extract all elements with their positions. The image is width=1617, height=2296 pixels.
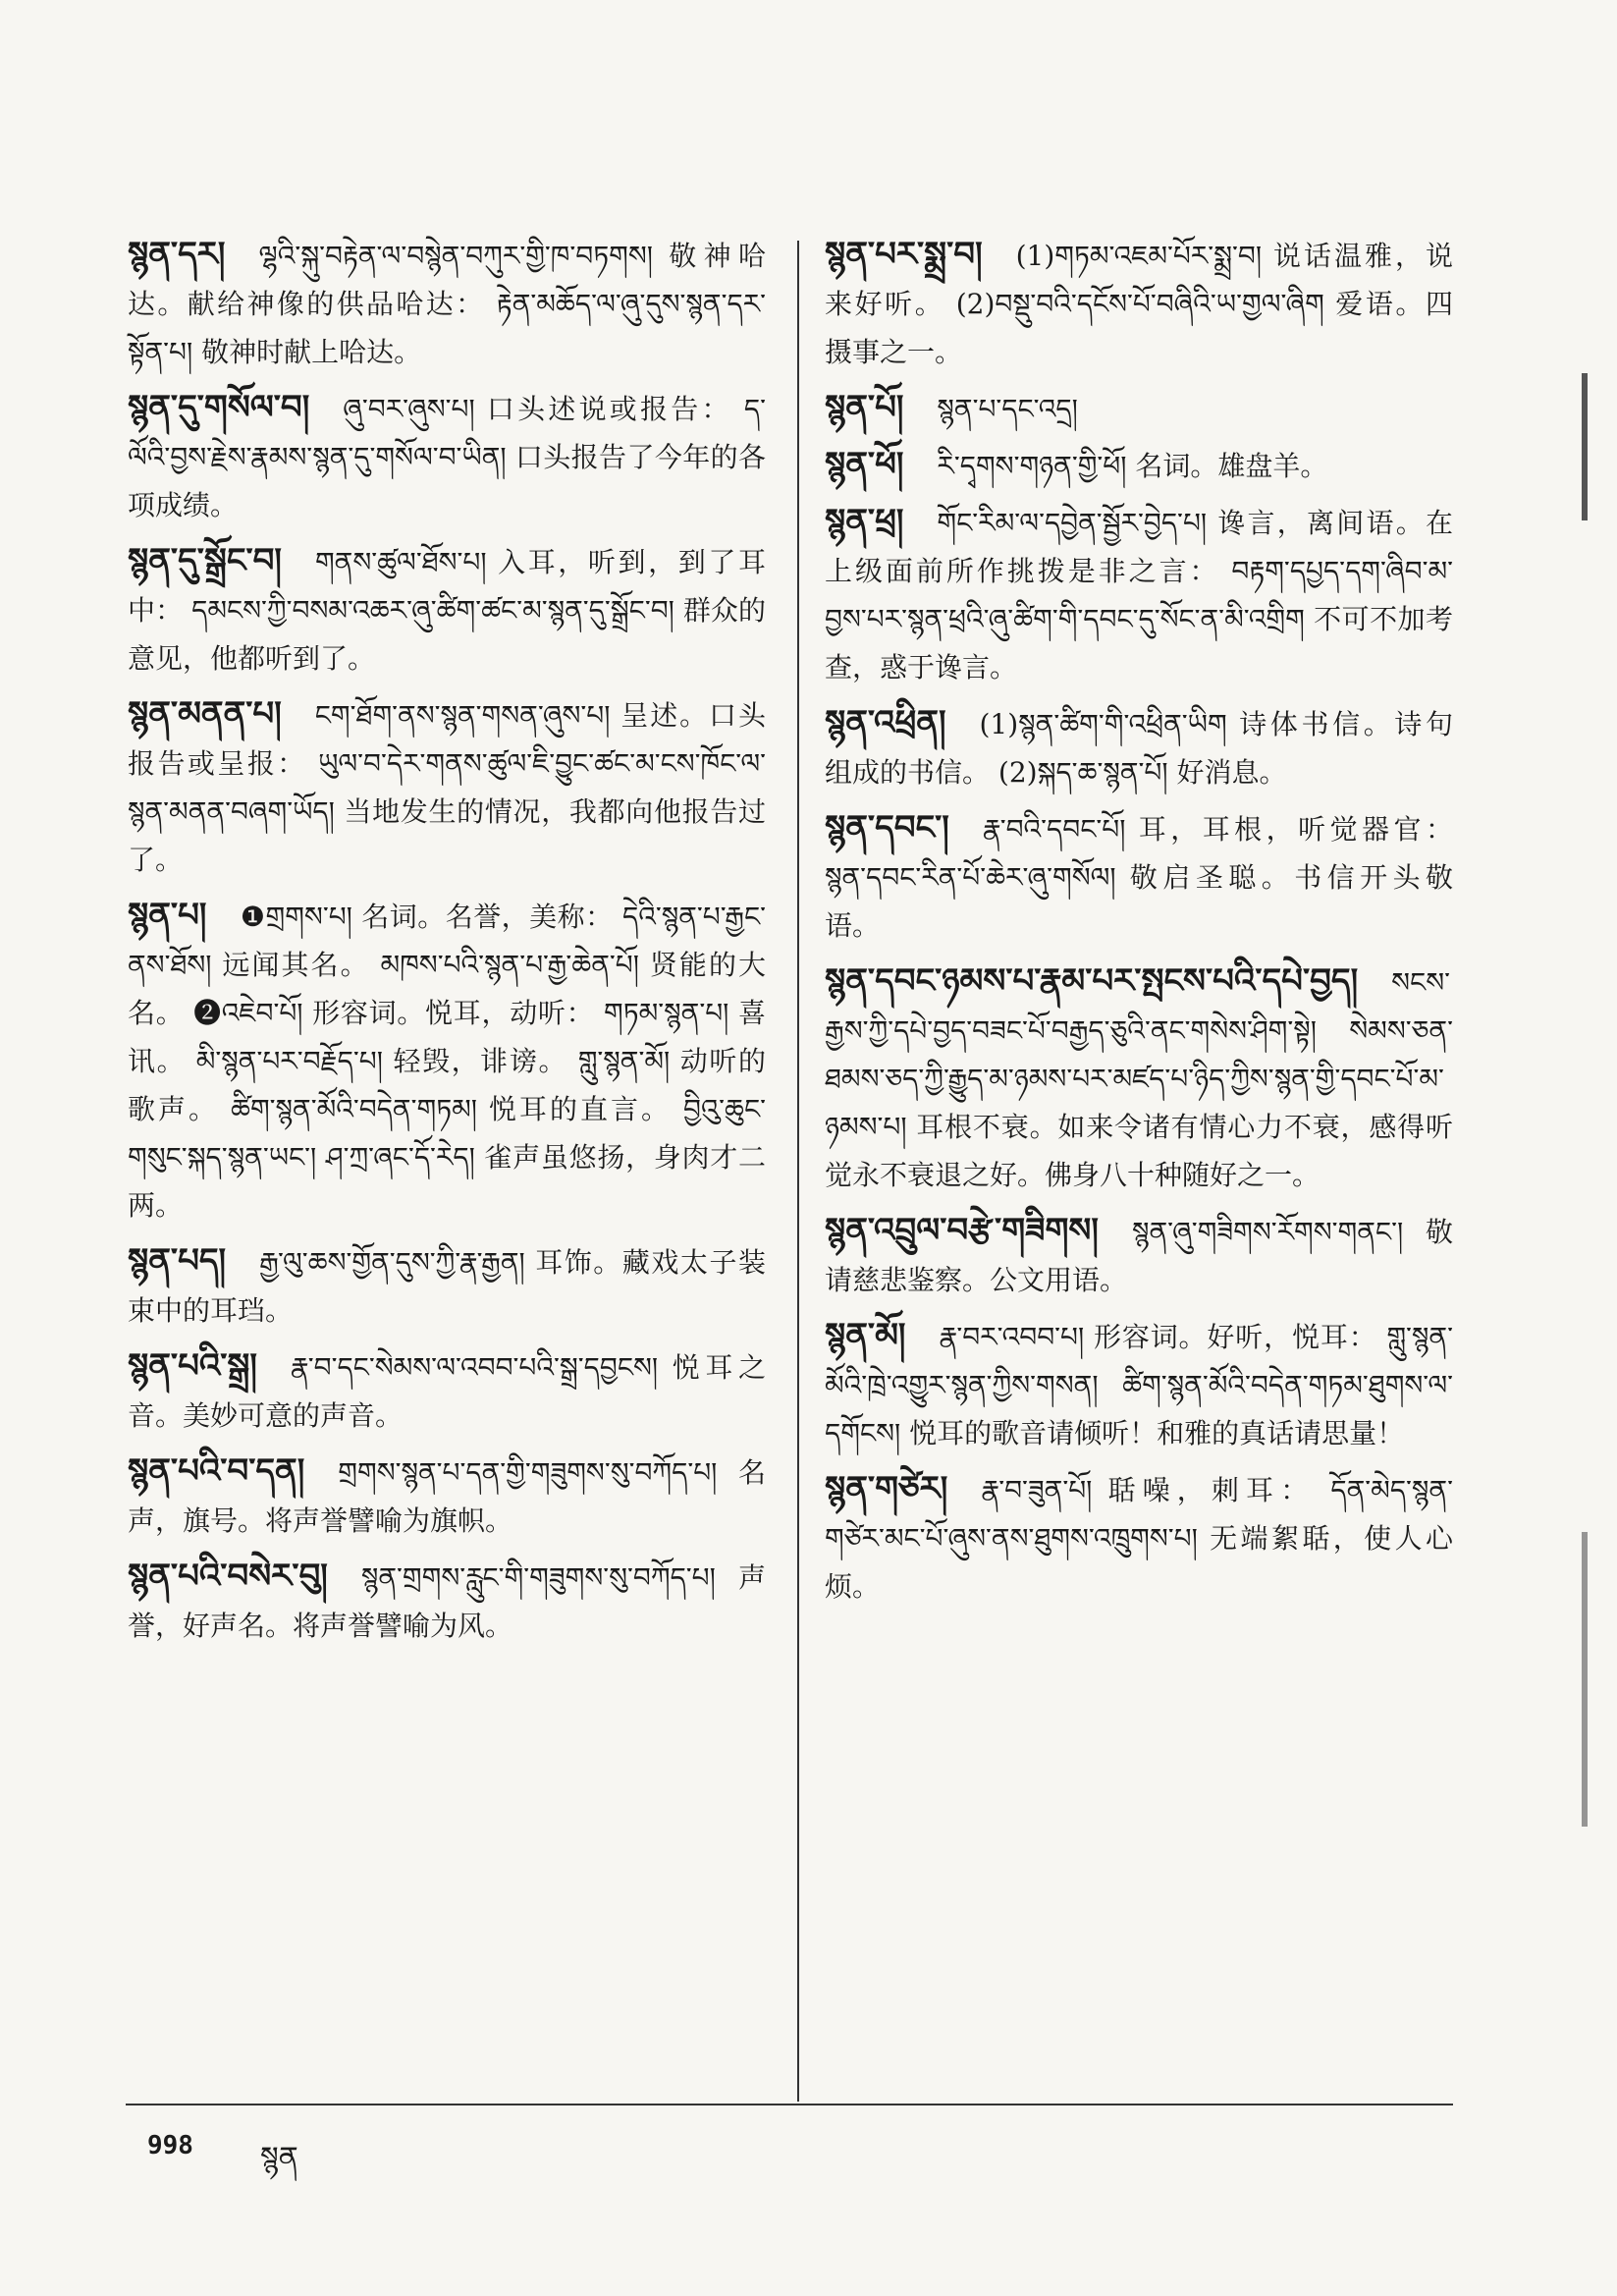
headword: སྙན་དུ་སྒྲོང་བ།	[128, 541, 282, 580]
definition: གནས་ཚུལ་ཐོས་པ། 入耳，听到，到了耳中： དམངས་ཀྱི་བསམ་འཆར་ཞུ་ཚིག་ཚང་མ་སྙན་དུ་སྒྲོང་བ། 群众的意见，他都听到了。	[128, 546, 766, 675]
dictionary-entry	[825, 804, 1453, 950]
definition: (1)སྙན་ཚིག་གི་འཕྲིན་ཡིག 诗体书信。诗句组成的书信。 (2)སྐད་ཆ་སྙན་པོ། 好消息。	[825, 708, 1453, 789]
dictionary-entry	[825, 498, 1453, 691]
dictionary-entry	[128, 384, 766, 529]
headword: སྙན་དབང་ཉམས་པ་རྣམ་པར་སྤངས་པའི་དཔེ་བྱད།	[825, 961, 1359, 1001]
dictionary-entry	[825, 1207, 1453, 1304]
definition: རྣ་བར་འབབ་པ། 形容词。好听，悦耳： གླུ་སྙན་མོའི་ཁྲེ་འགྱུར་སྙན་ཀྱིས་གསན། ཚིག་སྙན་མོའི་བདེན་གཏམ་ཐུགས་ལ་དགོངས། 悦耳的歌音请倾听！和雅的真话请思量！	[825, 1321, 1453, 1449]
definition: གོང་རིམ་ལ་དབྱེན་སྦྱོར་བྱེད་པ། 谗言，离间语。在上级面前所作挑拨是非之言： བརྟག་དཔྱད་དག་ཞིབ་མ་བྱས་པར་སྙན་ཕྲའི་ཞུ་ཚིག་གི་དབང་དུ་སོང་ན་མི་འགྲིག 不可不加考查，惑于谗言。	[825, 507, 1453, 683]
definition: རྣ་བ་ཟུན་པོ། 聒噪，刺耳： དོན་མེད་སྙན་གཙེར་མང་པོ་ཞུས་ནས་ཐུགས་འཁྲུགས་པ། 无端絮聒，使人心烦。	[825, 1474, 1453, 1603]
headword: སྙན་ཕོ།	[825, 445, 904, 484]
headword: སྙན་པོ།	[825, 388, 904, 427]
dictionary-entry	[825, 699, 1453, 796]
headword: སྙན་པ།	[128, 896, 207, 935]
definition: སྙན་གྲགས་རླུང་གི་གཟུགས་སུ་བཀོད་པ། 声誉，好声名。将声誉譬喻为风。	[128, 1561, 766, 1642]
headword: སྙན་མནན་པ།	[128, 694, 282, 734]
page-number: 998	[147, 2131, 193, 2160]
headword: སྙན་དུ་གསོལ་བ།	[128, 388, 310, 427]
left-column	[128, 231, 766, 1658]
definition: ལྷའི་སྐུ་བརྟེན་ལ་བསྙེན་བཀུར་གྱི་ཁ་བཏགས། 敬神哈达。献给神像的供品哈达： རྟེན་མཆོད་ལ་ཞུ་དུས་སྙན་དར་སྟོན་པ། 敬神时献上哈达。	[128, 240, 766, 368]
dictionary-entry	[825, 441, 1453, 490]
dictionary-entry	[825, 1312, 1453, 1457]
dictionary-entry	[128, 690, 766, 884]
definition: རི་དྭགས་གཉན་གྱི་ཕོ། 名词。雄盘羊。	[937, 450, 1328, 482]
definition: སངས་རྒྱས་ཀྱི་དཔེ་བྱད་བཟང་པོ་བརྒྱད་ཅུའི་ནང་གསེས་ཤིག་སྟེ། སེམས་ཅན་ཐམས་ཅད་ཀྱི་རྒྱུད་མ་ཉམས་པར་མཛད་པ་ཉིད་ཀྱིས་སྙན་གྱི་དབང་པོ་མ་ཉམས་པ། 耳根不衰。如来令诸有情心力不衰，感得听觉永不衰退之好。佛身八十种随好之一。	[825, 966, 1453, 1191]
headword: སྙན་འབྲུལ་བརྩེ་གཟིགས།	[825, 1211, 1099, 1250]
headword: སྙན་པའི་བ་དན།	[128, 1451, 305, 1491]
headword: སྙན་མོ།	[825, 1316, 906, 1355]
definition: གྲགས་སྙན་པ་དན་གྱི་གཟུགས་སུ་བཀོད་པ། 名声，旗号。将声誉譬喻为旗帜。	[128, 1456, 766, 1537]
definition: རྣ་བའི་དབང་པོ། 耳，耳根，听觉器官： སྙན་དབང་རིན་པོ་ཆེར་ཞུ་གསོལ། 敬启圣聪。书信开头敬语。	[825, 813, 1453, 942]
headword: སྙན་དར།	[128, 235, 226, 274]
headword: སྙན་ཕྲ།	[825, 502, 904, 541]
definition: ❶གྲགས་པ། 名词。名誉，美称： དེའི་སྙན་པ་རྒྱང་ནས་ཐོས། 远闻其名。 མཁས་པའི་སྙན་པ་རྒྱ་ཆེན་པོ། 贤能的大名。 ❷འཇེབ་པོ། 形容词。悦耳，动听： གཏམ་སྙན་པ། 喜讯。 མི་སྙན་པར་བརྗོད་པ། 轻毁，诽谤。 གླུ་སྙན་མོ། 动听的歌声。 ཚིག་སྙན་མོའི་བདེན་གཏམ། 悦耳的直言。 བྱིའུ་ཆུང་གསུང་སྐད་སྙན་ཡང་། ཤ་ཀྲ་ཞང་དོ་རེད། 雀声虽悠扬，身肉才二两。	[128, 901, 766, 1222]
dictionary-entry	[128, 537, 766, 683]
headword: སྙན་པའི་སྒྲ།	[128, 1346, 257, 1386]
dictionary-entry	[128, 231, 766, 376]
dictionary-entry	[128, 1237, 766, 1335]
headword: སྙན་པར་སྨྲ་བ།	[825, 235, 983, 274]
headword: སྙན་གཙེར།	[825, 1469, 948, 1508]
headword: སྙན་དབང་།	[825, 808, 949, 847]
definition: ངག་ཐོག་ནས་སྙན་གསན་ཞུས་པ། 呈述。口头报告或呈报： ཡུལ་བ་དེར་གནས་ཚུལ་ཇི་བྱུང་ཚང་མ་ངས་ཁོང་ལ་སྙན་མནན་བཞག་ཡོད། 当地发生的情况，我都向他报告过了。	[128, 699, 766, 876]
dictionary-entry	[825, 1465, 1453, 1611]
dictionary-entry	[128, 1342, 766, 1440]
dictionary-entry	[825, 384, 1453, 433]
definition: སྙན་ཞུ་གཟིགས་རོགས་གནང་། 敬请慈悲鉴察。公文用语。	[825, 1216, 1453, 1296]
definition: སྙན་པ་དང་འདྲ།	[937, 393, 1078, 425]
headword: སྙན་པའི་བསེར་བུ།	[128, 1557, 328, 1596]
dictionary-entry	[128, 892, 766, 1230]
dictionary-entry	[825, 231, 1453, 376]
definition: རྣ་བ་དང་སེམས་ལ་འབབ་པའི་སྒྲ་དབྱངས། 悦耳之音。美妙可意的声音。	[128, 1351, 766, 1432]
column-divider	[797, 241, 799, 2102]
headword: སྙན་འཕྲིན།	[825, 703, 946, 742]
running-head: སྙན	[260, 2141, 298, 2175]
dictionary-entry	[128, 1448, 766, 1545]
definition: ཞུ་བར་ཞུས་པ། 口头述说或报告： ད་ལོའི་བྱས་རྗེས་རྣམས་སྙན་དུ་གསོལ་བ་ཡིན། 口头报告了今年的各项成绩。	[128, 393, 766, 521]
dictionary-entry	[128, 1553, 766, 1650]
definition: རྒྱ་ལུ་ཆས་གྱོན་དུས་ཀྱི་རྣ་རྒྱན། 耳饰。藏戏太子装束中的耳珰。	[128, 1246, 766, 1327]
dictionary-entry	[825, 957, 1453, 1199]
footer-rule	[126, 2104, 1453, 2105]
definition: (1)གཏམ་འཇམ་པོར་སྨྲ་བ། 说话温雅，说来好听。 (2)བསྡུ་བའི་དངོས་པོ་བཞིའི་ཡ་གྱལ་ཞིག 爱语。四摄事之一。	[825, 240, 1453, 368]
right-column	[825, 231, 1453, 1618]
headword: སྙན་པད།	[128, 1241, 227, 1281]
scan-edge-mark	[1582, 1532, 1588, 1827]
scan-edge-mark	[1582, 373, 1588, 520]
